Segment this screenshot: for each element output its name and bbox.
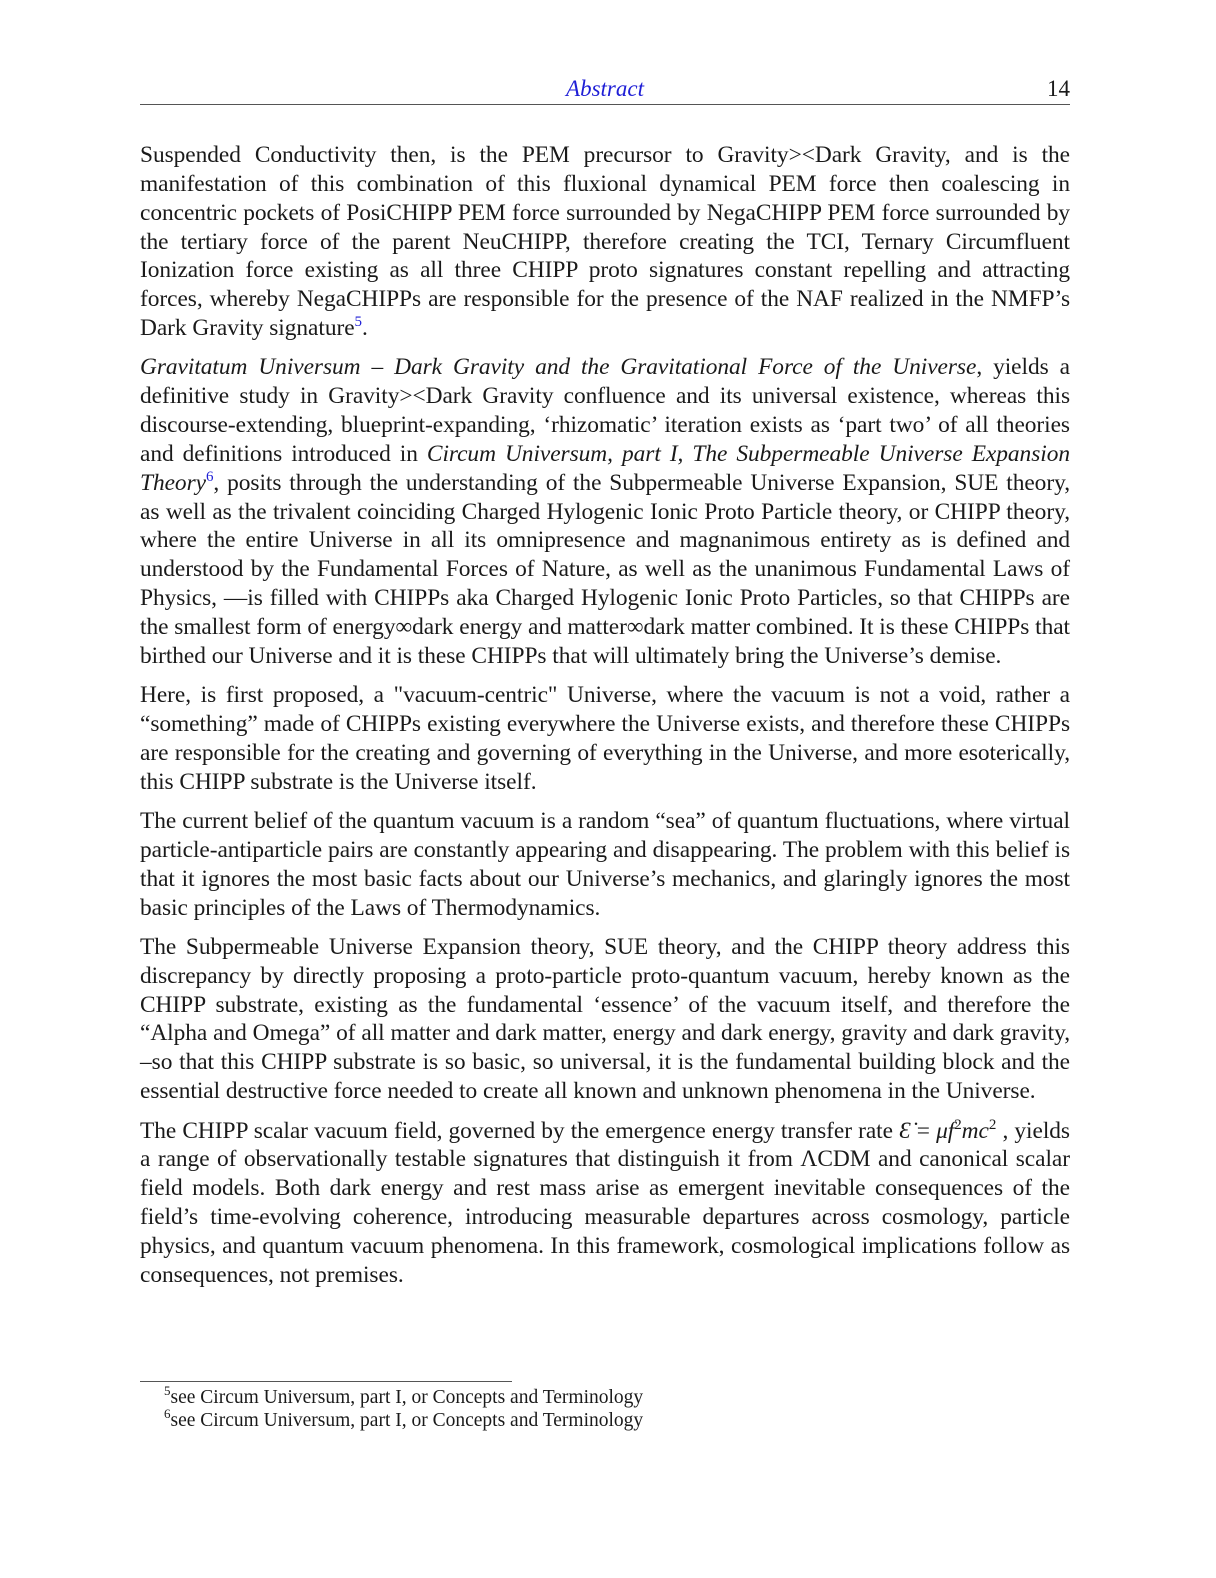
body-text: , posits through the understanding of the Subpermeable Universe Expansion, SUE theory, as well as the trivalent coinciding Charged Hylogenic Ionic Proto Particle theory, or CHIPP theory, where the entire Universe in all its omnipresence and magnanimous entirety as is defined and understood by the Fundamental Forces of Nature, as well as the unanimous Fundamental Laws of Physics, —is filled with CHIPPs aka Charged Hylogenic Ionic Proto Particles, so that CHIPPs are the smallest form of energy∞dark energy and matter∞dark matter combined. It is these CHIPPs that birthed our Universe and it is these CHIPPs that will ultimately bring the Universe’s demise. (140, 469, 1070, 669)
equation-lhs: Ɛ̇ (899, 1117, 911, 1144)
page-number: 14 (1047, 76, 1070, 101)
italic-title-text: Gravitatum Universum – Dark Gravity and the Gravitational Force of the Universe (140, 354, 977, 381)
page-header (140, 74, 1070, 105)
equation-f-exponent: 2 (954, 1116, 962, 1133)
body-text: Suspended Conductivity then, is the PEM precursor to Gravity><Dark Gravity, and is the manifestation of this combination of this fluxional dynamical PEM force then coalescing in concentric pockets of PosiCHIPP PEM force surrounded by NegaCHIPP PEM force surrounded by the tertiary force of the parent NeuCHIPP, therefore creating the TCI, Ternary Circumfluent Ionization force existing as all three CHIPP proto signatures constant repelling and attracting forces, whereby NegaCHIPPs are responsible for the presence of the NAF realized in the NMFP’s Dark Gravity signature (140, 142, 1070, 342)
equation-mc: mc (961, 1117, 989, 1144)
paragraph-4 (140, 807, 1070, 922)
equation-c-exponent: 2 (988, 1116, 997, 1133)
footnote-text: see Circum Universum, part I, or Concepts and Terminology (170, 1387, 644, 1408)
body-text: The CHIPP scalar vacuum field, governed by the emergence energy transfer rate (140, 1117, 900, 1144)
abstract-body (140, 141, 1070, 1300)
paragraph-6 (140, 1117, 1070, 1290)
paragraph-5 (140, 933, 1070, 1106)
body-text: , yields a definitive study in Gravity><Dark Gravity confluence and its universal existence, whereas this discourse-extending, blueprint-expanding, ‘rhizomatic’ iteration exists as ‘part two’ of all theories and definitions introduced in (140, 354, 1070, 467)
body-text: . (362, 315, 368, 342)
equation-f: f (947, 1117, 955, 1144)
footnote-ref-6[interactable]: 6 (205, 468, 214, 485)
footnote-6 (164, 1406, 1064, 1432)
footnote-text: see Circum Universum, part I, or Concepts and Terminology (170, 1410, 644, 1431)
body-text: The Subpermeable Universe Expansion theory, SUE theory, and the CHIPP theory address this discrepancy by directly proposing a proto-particle proto-quantum vacuum, hereby known as the CHIPP substrate, existing as the fundamental ‘essence’ of the vacuum itself, and therefore the “Alpha and Omega” of all matter and dark matter, energy and dark energy, gravity and dark gravity, –so that this CHIPP substrate is so basic, so universal, it is the fundamental building block and the essential destructive force needed to create all known and unknown phenomena in the Universe. (140, 933, 1070, 1105)
footnote-divider (140, 1381, 512, 1382)
italic-title-text: Circum Universum, part I, The Subpermeable Universe Expansion Theory (140, 440, 1070, 496)
paragraph-2 (140, 353, 1070, 670)
paragraph-3 (140, 681, 1070, 796)
footnote-number: 6 (164, 1406, 171, 1421)
equation-equals: = (910, 1117, 937, 1144)
equation-mu: μ (936, 1117, 948, 1144)
paragraph-1 (140, 141, 1070, 343)
energy-transfer-rate-equation (899, 1118, 996, 1144)
body-text: Here, is first proposed, a "vacuum-centric" Universe, where the vacuum is not a void, rather a “something” made of CHIPPs existing everywhere the Universe exists, and therefore these CHIPPs are responsible for the creating and governing of everything in the Universe, and more esoterically, this CHIPP substrate is the Universe itself. (140, 682, 1070, 795)
body-text: , yields a range of observationally testable signatures that distinguish it from ΛCDM and canonical scalar field models. Both dark energy and rest mass arise as emergent inevitable consequences of the field’s time-evolving coherence, introducing measurable departures across cosmology, particle physics, and quantum vacuum phenomena. In this framework, cosmological implications follow as consequences, not premises. (140, 1117, 1070, 1288)
running-header-title[interactable]: Abstract (566, 76, 644, 101)
footnote-number: 5 (164, 1383, 171, 1398)
footnote-5 (164, 1383, 1064, 1409)
footnote-ref-5[interactable]: 5 (354, 314, 362, 331)
footnotes (164, 1383, 1064, 1432)
body-text: The current belief of the quantum vacuum is a random “sea” of quantum fluctuations, where virtual particle-antiparticle pairs are constantly appearing and disappearing. The problem with this belief is that it ignores the most basic facts about our Universe’s mechanics, and glaringly ignores the most basic principles of the Laws of Thermodynamics. (140, 808, 1070, 921)
